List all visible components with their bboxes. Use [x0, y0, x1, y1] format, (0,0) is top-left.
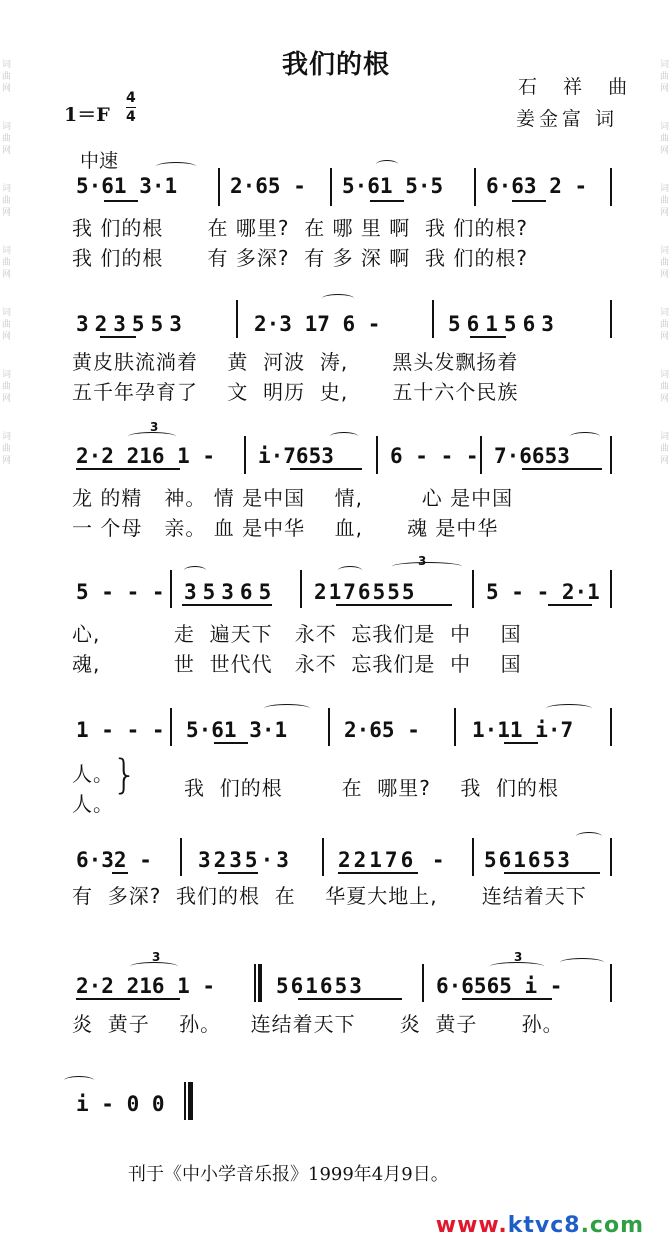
system4-lyrics-verse2: 魂, 世 世代代 永不 忘我们是 中 国: [72, 652, 522, 676]
side-watermark-glyph: 网: [660, 84, 670, 94]
side-watermark-glyph: 网: [2, 270, 12, 280]
system4-measure2: 35365: [184, 580, 278, 604]
system3-lyrics-verse1: 龙 的精 神。 情 是中国 情, 心 是中国: [72, 486, 514, 510]
system5-lyrics-shared: 我 们的根 在 哪里? 我 们的根: [184, 776, 560, 800]
system6-lyrics: 有 多深? 我们的根 在 华夏大地上, 连结着天下: [72, 884, 587, 908]
repeat-barline-thick: [258, 964, 262, 1002]
right-watermark-strip: [658, 0, 672, 1252]
system3-measure2: i·7653: [258, 444, 334, 468]
tempo-marking: 中速: [80, 150, 119, 172]
underline-beam: [462, 998, 552, 1000]
barline: [454, 708, 456, 746]
side-watermark-glyph: 网: [660, 208, 670, 218]
final-barline-thick: [188, 1082, 193, 1120]
underline-beam: [522, 468, 602, 470]
triplet-mark: 3: [514, 950, 523, 964]
barline: [180, 838, 182, 876]
slur: [576, 832, 602, 841]
barline: [610, 964, 612, 1002]
slur: [322, 294, 354, 303]
side-watermark-glyph: 曲: [660, 258, 670, 268]
slur: [264, 704, 310, 713]
barline: [610, 300, 612, 338]
system6-measure3: 22176 -: [338, 848, 448, 872]
underline-beam: [504, 742, 538, 744]
key-signature: 1＝F: [64, 104, 110, 126]
slur: [184, 566, 206, 575]
slur: [64, 1076, 94, 1085]
slur: [490, 962, 544, 971]
triplet-mark: 3: [152, 950, 161, 964]
triplet-mark: 3: [418, 554, 427, 568]
system7-measure1: 2·2 216 1 -: [76, 974, 216, 998]
side-watermark-glyph: 曲: [2, 320, 12, 330]
barline: [322, 838, 324, 876]
side-watermark-glyph: 词: [2, 246, 12, 256]
barline: [480, 436, 482, 474]
system1-measure4: 6·63 2 -: [486, 174, 588, 198]
underline-beam: [298, 998, 402, 1000]
side-watermark-glyph: 曲: [2, 134, 12, 144]
barline: [610, 436, 612, 474]
side-watermark-glyph: 曲: [2, 196, 12, 206]
side-watermark-glyph: 曲: [2, 382, 12, 392]
side-watermark-glyph: 词: [2, 122, 12, 132]
side-watermark-glyph: 词: [660, 432, 670, 442]
underline-beam: [76, 998, 180, 1000]
side-watermark-glyph: 网: [660, 146, 670, 156]
system4-measure1: 5 - - -: [76, 580, 165, 604]
system1-measure2: 2·65 -: [230, 174, 306, 198]
underline-beam: [218, 872, 258, 874]
barline: [472, 570, 474, 608]
side-watermark-glyph: 词: [660, 122, 670, 132]
slur: [330, 432, 358, 441]
time-signature: [126, 90, 136, 125]
system2-lyrics-verse2: 五千年孕育了 文 明历 史, 五十六个民族: [72, 380, 519, 404]
underline-beam: [548, 604, 592, 606]
system3-measure3: 6 - - -: [390, 444, 479, 468]
side-watermark-glyph: 网: [2, 332, 12, 342]
slur: [156, 162, 196, 171]
side-watermark-glyph: 词: [2, 432, 12, 442]
side-watermark-glyph: 曲: [2, 258, 12, 268]
underline-beam: [504, 872, 600, 874]
underline-beam: [214, 742, 248, 744]
side-watermark-glyph: 词: [660, 60, 670, 70]
underline-beam: [104, 200, 138, 202]
underline-beam: [512, 200, 546, 202]
underline-beam: [470, 336, 506, 338]
triplet-mark: 3: [150, 420, 159, 434]
side-watermark-glyph: 网: [2, 146, 12, 156]
side-watermark-glyph: 词: [660, 308, 670, 318]
side-watermark-glyph: 网: [660, 394, 670, 404]
side-watermark-glyph: 网: [2, 456, 12, 466]
barline: [610, 838, 612, 876]
system6-measure4: 561653: [484, 848, 572, 872]
time-signature-top: 4: [126, 90, 136, 106]
system5-measure1: 1 - - -: [76, 718, 165, 742]
slur: [338, 566, 362, 575]
system1-lyrics-verse2: 我 们的根 有 多深? 有 多 深 啊 我 们的根?: [72, 246, 528, 270]
system2-measure2: 2·3 17 6 -: [254, 312, 381, 336]
underline-beam: [100, 336, 136, 338]
system5-measure4: 1·11 i·7: [472, 718, 574, 742]
side-watermark-glyph: 曲: [660, 444, 670, 454]
side-watermark-glyph: 词: [2, 308, 12, 318]
system4-measure3: 2176555: [314, 580, 417, 604]
side-watermark-glyph: 网: [2, 208, 12, 218]
slur: [376, 160, 398, 169]
system5-lyrics-verse1: 人。: [72, 762, 114, 786]
side-watermark-glyph: 曲: [660, 382, 670, 392]
composer-credit: 石 祥 曲: [518, 76, 638, 98]
system1-lyrics-verse1: 我 们的根 在 哪里? 在 哪 里 啊 我 们的根?: [72, 216, 528, 240]
watermark-part1: www.: [435, 1213, 508, 1238]
side-watermark-glyph: 曲: [2, 444, 12, 454]
side-watermark-glyph: 曲: [660, 320, 670, 330]
barline: [432, 300, 434, 338]
barline: [610, 570, 612, 608]
repeat-barline-thin: [254, 964, 256, 1002]
slur: [560, 958, 604, 967]
underline-beam: [370, 200, 404, 202]
site-watermark: [436, 1213, 644, 1238]
system7-lyrics: 炎 黄子 孙。 连结着天下 炎 黄子 孙。: [72, 1012, 564, 1036]
side-watermark-glyph: 曲: [660, 134, 670, 144]
barline: [472, 838, 474, 876]
slur: [128, 432, 176, 441]
barline: [170, 570, 172, 608]
barline: [330, 168, 332, 206]
system6-measure2: 3235·3: [198, 848, 292, 872]
barline: [328, 708, 330, 746]
verse-brace: }: [112, 752, 138, 798]
underline-beam: [182, 604, 272, 606]
system5-measure2: 5·61 3·1: [186, 718, 288, 742]
system6-measure1: 6·32 -: [76, 848, 152, 872]
barline: [300, 570, 302, 608]
side-watermark-glyph: 词: [660, 184, 670, 194]
publication-note: 刊于《中小学音乐报》1999年4月9日。: [128, 1164, 449, 1185]
barline: [610, 168, 612, 206]
side-watermark-glyph: 网: [2, 394, 12, 404]
system3-measure4: 7·6653: [494, 444, 570, 468]
side-watermark-glyph: 词: [2, 370, 12, 380]
left-watermark-strip: [0, 0, 14, 1252]
underline-beam: [336, 604, 452, 606]
slur: [570, 432, 600, 441]
system5-measure3: 2·65 -: [344, 718, 420, 742]
system4-lyrics-verse1: 心, 走 遍天下 永不 忘我们是 中 国: [72, 622, 522, 646]
final-barline-thin: [184, 1082, 186, 1120]
side-watermark-glyph: 网: [660, 270, 670, 280]
system2-measure1: 323553: [76, 312, 188, 336]
underline-beam: [290, 468, 362, 470]
barline: [422, 964, 424, 1002]
side-watermark-glyph: 词: [2, 184, 12, 194]
system7-measure2: 561653: [276, 974, 364, 998]
side-watermark-glyph: 网: [2, 84, 12, 94]
time-signature-line: [126, 107, 136, 108]
system4-measure4: 5 - - 2·1: [486, 580, 600, 604]
barline: [244, 436, 246, 474]
slur: [546, 704, 592, 713]
underline-beam: [112, 872, 128, 874]
underline-beam: [76, 468, 180, 470]
side-watermark-glyph: 网: [660, 456, 670, 466]
barline: [610, 708, 612, 746]
time-signature-bottom: 4: [126, 109, 136, 125]
barline: [474, 168, 476, 206]
page-title: 我们的根: [281, 50, 390, 80]
system3-measure1: 2·2 216 1 -: [76, 444, 216, 468]
watermark-part2: ktvc8: [507, 1213, 581, 1238]
side-watermark-glyph: 词: [2, 60, 12, 70]
barline: [376, 436, 378, 474]
barline: [170, 708, 172, 746]
watermark-part3: .com: [580, 1213, 644, 1238]
system5-lyrics-verse2: 人。: [72, 792, 114, 816]
slur: [130, 962, 178, 971]
barline: [218, 168, 220, 206]
system2-lyrics-verse1: 黄皮肤流淌着 黄 河波 涛, 黑头发飘扬着: [72, 350, 519, 374]
system8-final-measure: i - 0 0: [76, 1092, 165, 1116]
side-watermark-glyph: 网: [660, 332, 670, 342]
system1-measure1: 5·61 3·1: [76, 174, 178, 198]
slur: [392, 562, 462, 571]
system3-lyrics-verse2: 一 个母 亲。 血 是中华 血, 魂 是中华: [72, 516, 499, 540]
system7-measure3: 6·6565 i -: [436, 974, 563, 998]
side-watermark-glyph: 词: [660, 370, 670, 380]
system2-measure3: 561563: [448, 312, 560, 336]
side-watermark-glyph: 曲: [660, 72, 670, 82]
side-watermark-glyph: 曲: [660, 196, 670, 206]
side-watermark-glyph: 曲: [2, 72, 12, 82]
barline: [236, 300, 238, 338]
underline-beam: [338, 872, 418, 874]
system1-measure3: 5·61 5·5: [342, 174, 444, 198]
side-watermark-glyph: 词: [660, 246, 670, 256]
lyricist-credit: 姜金富 词: [516, 108, 619, 130]
